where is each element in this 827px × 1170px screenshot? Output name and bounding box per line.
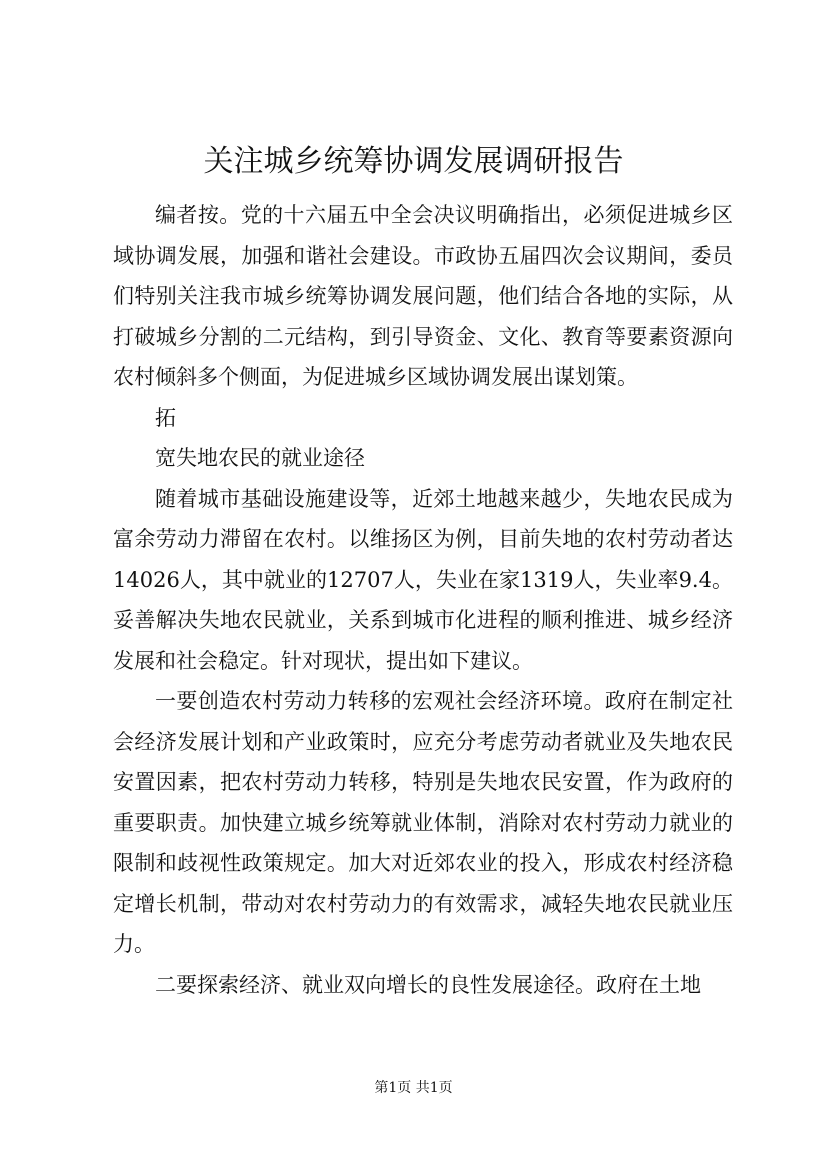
- document-title: 关注城乡统筹协调发展调研报告: [203, 144, 624, 179]
- paragraph-editor-note: 编者按。党的十六届五中全会决议明确指出，必须促进城乡区域协调发展，加强和谐社会建设。市政协五届四次会议期间，委员们特别关注我市城乡统筹协调发展问题，他们结合各地的实际，从打破城乡分割的二元结构，到引导资金、文化、教育等要素资源向农村倾斜多个侧面，为促进城乡区域协调发展出谋划策。: [113, 203, 733, 389]
- paragraph-suggestion-one: 一要创造农村劳动力转移的宏观社会经济环境。政府在制定社会经济发展计划和产业政策时，应充分考虑劳动者就业及失地农民安置因素，把农村劳动力转移，特别是失地农民安置，作为政府的重要职责。加快建立城乡统筹就业体制，消除对农村劳动力就业的限制和歧视性政策规定。加大对近郊农业的投入，形成农村经济稳定增长机制，带动对农村劳动力的有效需求，减轻失地农民就业压力。: [113, 689, 733, 956]
- page-footer: 第1页 共1页: [374, 1080, 453, 1096]
- document-body: [113, 195, 733, 1005]
- paragraph-heading-fragment: 拓: [155, 405, 176, 430]
- paragraph-section-heading: 宽失地农民的就业途径: [155, 446, 365, 470]
- paragraph-suggestion-two: 二要探索经济、就业双向增长的良性发展途径。政府在土地: [155, 972, 701, 997]
- paragraph-background: 随着城市基础设施建设等，近郊土地越来越少，失地农民成为富余劳动力滞留在农村。以维扬区为例，目前失地的农村劳动者达14026人，其中就业的12707人，失业在家1319人，失业率9.4。妥善解决失地农民就业，关系到城市化进程的顺利推进、城乡经济发展和社会稳定。针对现状，提出如下建议。: [113, 486, 733, 673]
